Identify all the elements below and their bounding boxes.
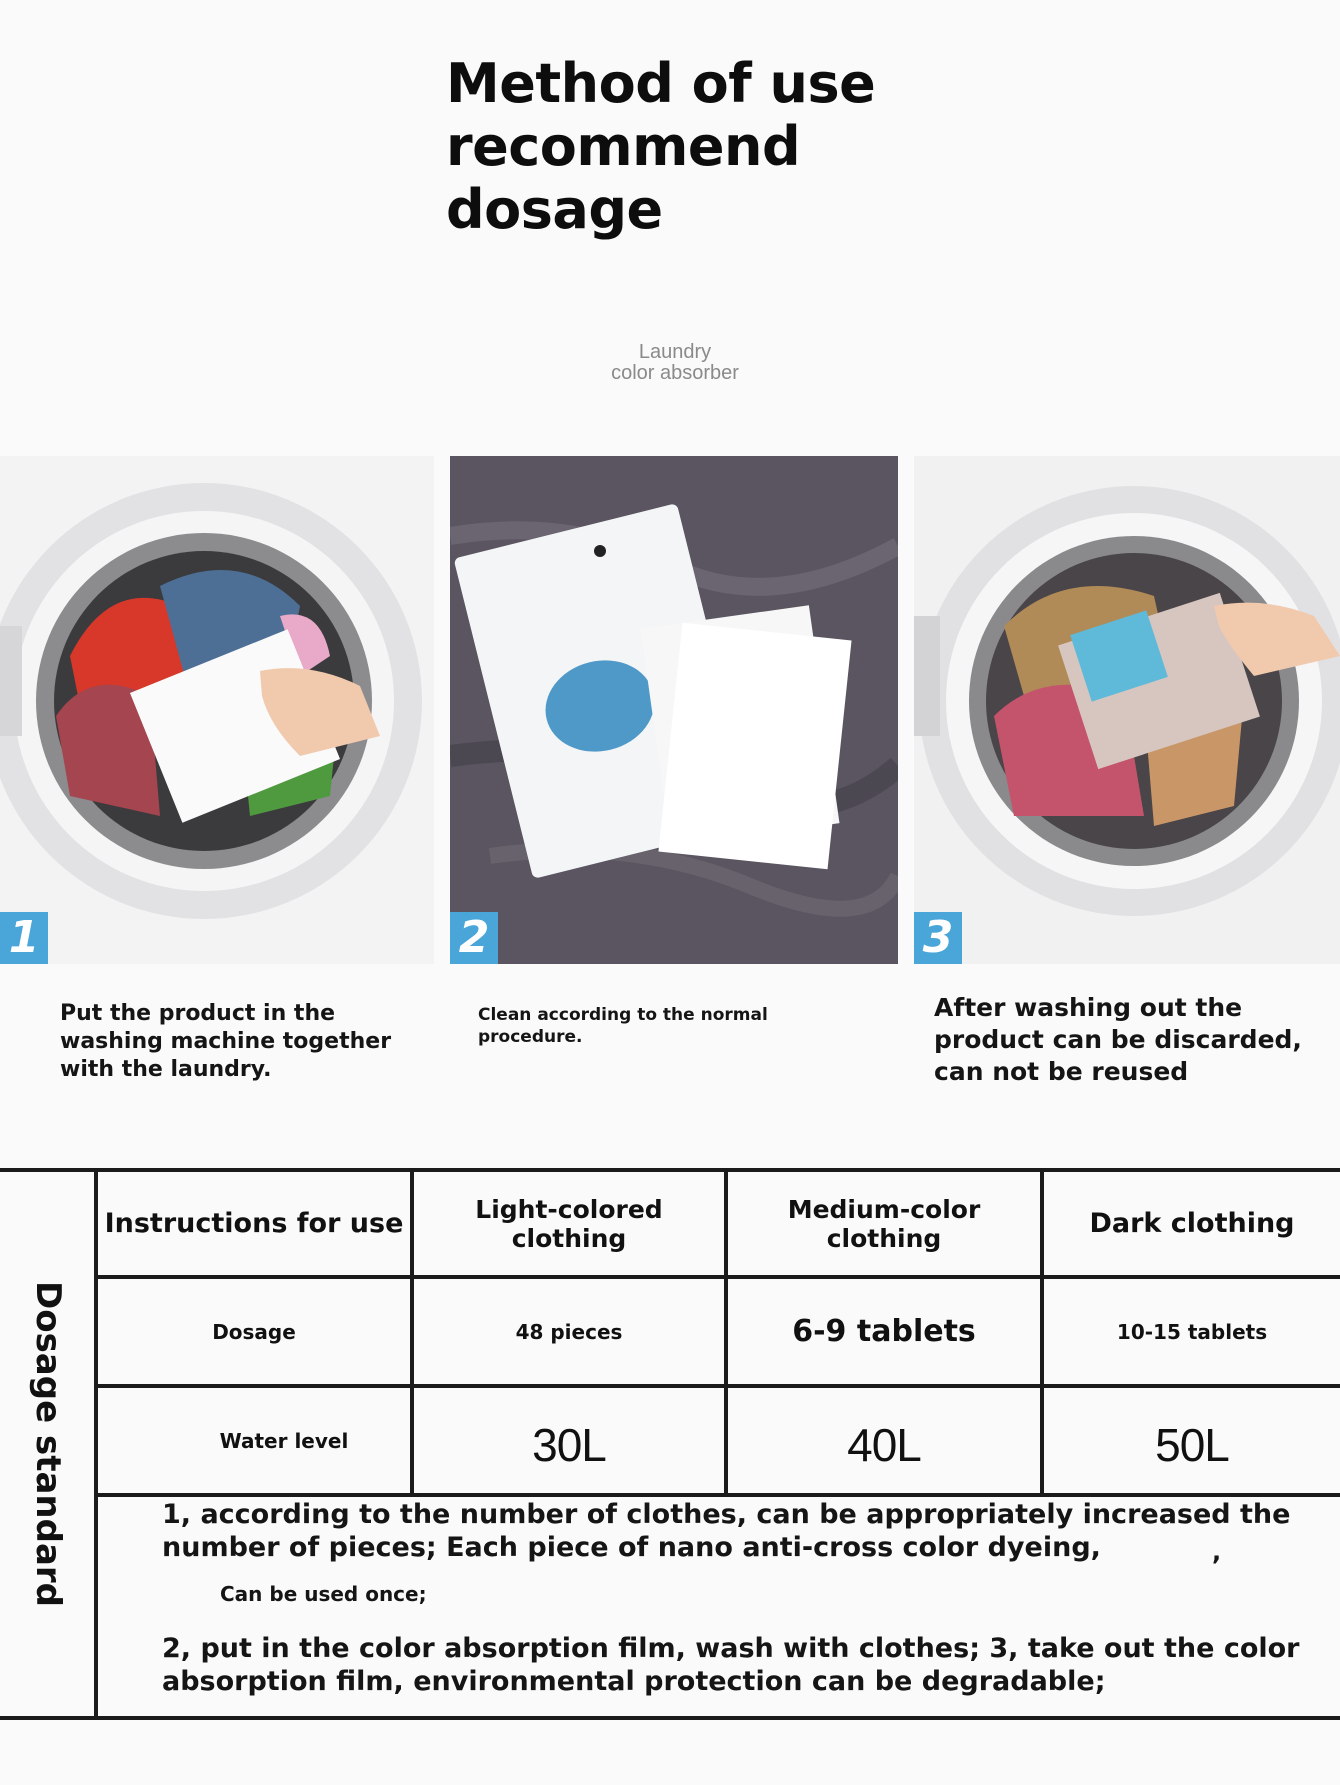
title-line-1: Method of use (446, 52, 876, 115)
table-line (0, 1716, 1340, 1720)
water-medium: 40L (847, 1418, 921, 1471)
washing-machine-drum-illustration (0, 456, 434, 964)
step-2-caption: Clean according to the normal procedure. (478, 1005, 768, 1047)
note-1-mark: , (1212, 1538, 1222, 1566)
dosage-medium: 6-9 tablets (792, 1314, 976, 1349)
header-dark: Dark clothing (1089, 1208, 1295, 1239)
brand-caption (590, 342, 760, 384)
brand-caption-line-1: Laundry (638, 341, 712, 363)
step-1-caption: Put the product in the washing machine together with the laundry. (60, 1001, 392, 1082)
dosage-table (0, 1168, 1340, 1720)
water-dark: 50L (1155, 1418, 1229, 1471)
step-1-image (0, 456, 434, 964)
washing-machine-drum-illustration (914, 456, 1340, 964)
header-light-colored: Light-colored clothing (475, 1194, 663, 1253)
step-1-badge: 1 (0, 912, 48, 964)
header-medium-color: Medium-color clothing (787, 1194, 981, 1253)
dosage-standard-label (0, 1168, 96, 1720)
step-2-image (450, 456, 898, 964)
step-3-image (914, 456, 1340, 964)
product-package-illustration (450, 456, 898, 964)
dosage-light: 48 pieces (515, 1319, 623, 1344)
dosage-dark: 10-15 tablets (1116, 1319, 1268, 1344)
note-1-sub: Can be used once; (220, 1582, 427, 1606)
row-label-dosage: Dosage (212, 1319, 296, 1344)
usage-notes (162, 1498, 1322, 1698)
step-2-badge: 2 (450, 912, 498, 964)
brand-caption-line-2: color absorber (611, 362, 739, 384)
side-label-text: Dosage standard (28, 1280, 68, 1608)
title-line-2: recommend (446, 115, 801, 178)
row-label-water-level: Water level (219, 1428, 349, 1453)
note-2: 2, put in the color absorption film, wash with clothes; 3, take out the color absorption film, environmental protection can be degradable; (162, 1633, 1300, 1697)
header-instructions: Instructions for use (104, 1208, 404, 1239)
step-3-caption: After washing out the product can be discarded, can not be reused (934, 993, 1302, 1086)
step-3-badge: 3 (914, 912, 962, 964)
note-1: 1, according to the number of clothes, can be appropriately increased the number of pieces; Each piece of nano anti-cross color dyeing, (162, 1499, 1291, 1563)
page-title (446, 52, 966, 241)
water-light: 30L (532, 1418, 606, 1471)
title-line-3: dosage (446, 178, 663, 241)
